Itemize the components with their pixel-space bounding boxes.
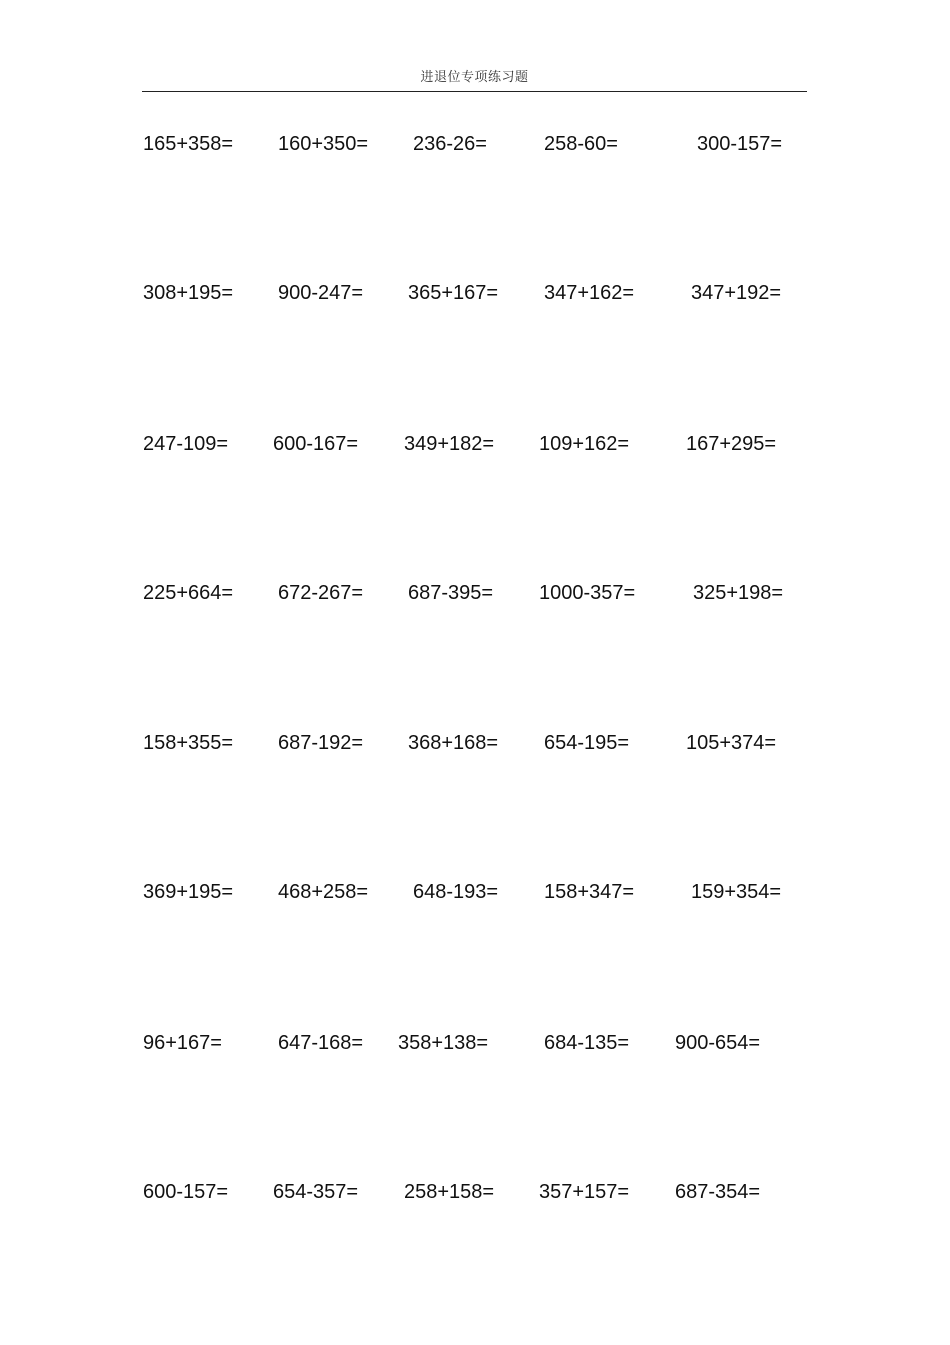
problem-r6-c3: 648-193= xyxy=(413,881,499,903)
problem-r3-c2: 600-167= xyxy=(273,433,359,455)
problem-r8-c3: 258+158= xyxy=(404,1181,495,1203)
problem-r3-c4: 109+162= xyxy=(539,433,630,455)
problem-r2-c3: 365+167= xyxy=(408,282,499,304)
problem-r4-c3: 687-395= xyxy=(408,582,494,604)
problem-r8-c2: 654-357= xyxy=(273,1181,359,1203)
problem-r4-c5: 325+198= xyxy=(693,582,784,604)
problem-r8-c5: 687-354= xyxy=(675,1181,761,1203)
problem-r2-c2: 900-247= xyxy=(278,282,364,304)
problem-r6-c4: 158+347= xyxy=(544,881,635,903)
problem-r1-c1: 165+358= xyxy=(143,133,234,155)
problem-r2-c4: 347+162= xyxy=(544,282,635,304)
problem-r7-c1: 96+167= xyxy=(143,1032,222,1054)
problem-r6-c2: 468+258= xyxy=(278,881,369,903)
problem-r7-c5: 900-654= xyxy=(675,1032,761,1054)
problem-r2-c1: 308+195= xyxy=(143,282,234,304)
problem-r1-c3: 236-26= xyxy=(413,133,487,155)
problem-r6-c5: 159+354= xyxy=(691,881,782,903)
problem-r5-c3: 368+168= xyxy=(408,732,499,754)
problem-r5-c4: 654-195= xyxy=(544,732,630,754)
page-header-title: 进退位专项练习题 xyxy=(420,70,529,85)
problem-r3-c1: 247-109= xyxy=(143,433,229,455)
problem-r7-c3: 358+138= xyxy=(398,1032,489,1054)
problem-r2-c5: 347+192= xyxy=(691,282,782,304)
problem-r8-c1: 600-157= xyxy=(143,1181,229,1203)
problem-r5-c5: 105+374= xyxy=(686,732,777,754)
problem-r7-c2: 647-168= xyxy=(278,1032,364,1054)
problem-r3-c3: 349+182= xyxy=(404,433,495,455)
problem-r4-c1: 225+664= xyxy=(143,582,234,604)
problem-r5-c2: 687-192= xyxy=(278,732,364,754)
problem-r4-c2: 672-267= xyxy=(278,582,364,604)
problem-r4-c4: 1000-357= xyxy=(539,582,636,604)
problem-r1-c5: 300-157= xyxy=(697,133,783,155)
problem-r8-c4: 357+157= xyxy=(539,1181,630,1203)
header-divider xyxy=(142,91,807,92)
problem-r5-c1: 158+355= xyxy=(143,732,234,754)
problem-r3-c5: 167+295= xyxy=(686,433,777,455)
problem-r1-c4: 258-60= xyxy=(544,133,618,155)
problem-r1-c2: 160+350= xyxy=(278,133,369,155)
problem-r6-c1: 369+195= xyxy=(143,881,234,903)
problem-r7-c4: 684-135= xyxy=(544,1032,630,1054)
